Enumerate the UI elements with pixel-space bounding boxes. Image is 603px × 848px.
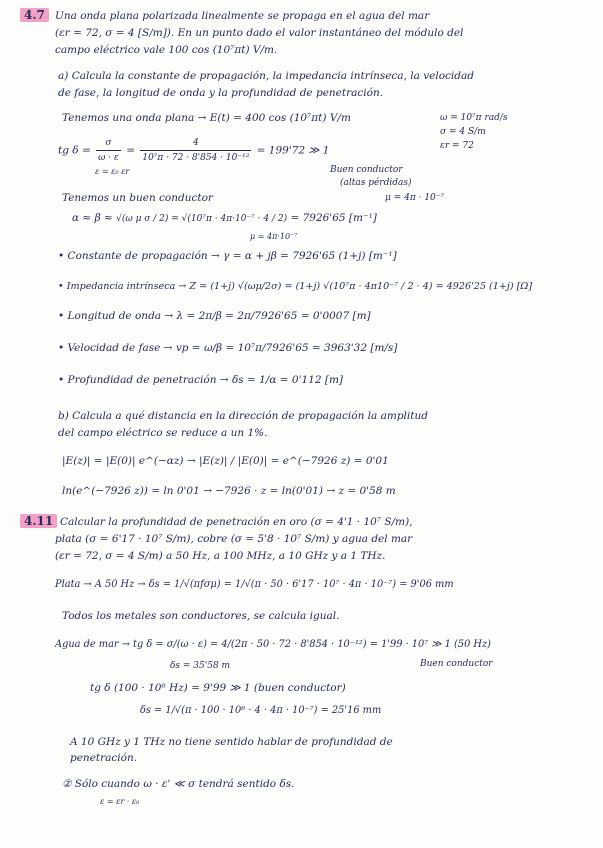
problem-4-11-line-3: (εr = 72, σ = 4 S/m) a 50 Hz, a 100 MHz, a 10 GHz y a 1 THz. (55, 550, 386, 562)
bullet-phase-velocity: • Velocidad de fase → vp = ω/β = 10⁷π/7926'65 = 3963'32 [m/s] (58, 342, 398, 354)
amplitude-equation: |E(z)| = |E(0)| e^(−αz) → |E(z)| / |E(0)| = e^(−7926 z) = 0'01 (62, 455, 389, 467)
epsilon-definition-note: ε = εr · ε₀ (100, 797, 140, 806)
tan-fraction-2: $\frac{4}{\text{10⁷π · 72 · 8'854 · 10⁻¹²}}$ (142, 138, 250, 163)
loss-tangent-formula: tg δ = $\frac{\sigma}{\omega \cdot \varepsilon}$ = $\frac{4}{\text{10⁷π · 72 · 8'854 · 10⁻¹²}}$ = 199'72 ≫ 1 (58, 138, 330, 163)
problem-4-11-tag: 4.11 (20, 514, 57, 528)
silver-calculation: Plata → A 50 Hz → δs = 1/√(πfσμ) = 1/√(π · 50 · 6'17 · 10⁷ · 4π · 10⁻⁷) = 9'06 mm (55, 579, 454, 590)
problem-4-11-line-2: plata (σ = 6'17 · 10⁷ S/m), cobre (σ = 5'8 · 10⁷ S/m) y agua del mar (55, 533, 413, 545)
tan-result: = 199'72 ≫ 1 (256, 144, 330, 157)
problem-4-7-tag: 4.7 (20, 8, 49, 22)
alpha-beta-formula: α ≈ β ≈ √(ω μ σ / 2) = √(10⁷π · 4π·10⁻⁷ · 4 / 2) = 7926'65 [m⁻¹] (72, 212, 377, 224)
bullet-impedance: • Impedancia intrínseca → Z = (1+j) √(ωμ/2σ) = (1+j) √(10⁷π · 4π10⁻⁷ / 2 · 4) = 4926'25 (1+j) [Ω] (58, 281, 533, 292)
seawater-depth-100mhz: δs = 1/√(π · 100 · 10⁶ · 4 · 4π · 10⁻⁷) = 25'16 mm (140, 705, 382, 716)
problem-4-11-line-1: Calcular la profundidad de penetración en oro (σ = 4'1 · 10⁷ S/m), (60, 516, 413, 528)
bullet-penetration-depth: • Profundidad de penetración → δs = 1/α = 0'112 [m] (58, 374, 344, 386)
seawater-depth-50hz: δs = 35'58 m (170, 661, 231, 671)
er-value: εr = 72 (440, 141, 474, 151)
intro-line-3: campo eléctrico vale 100 cos (10⁷πt) V/m. (55, 44, 278, 56)
question-a-line-2: de fase, la longitud de onda y la profundidad de penetración. (58, 87, 384, 99)
high-frequency-note-2: penetración. (70, 752, 138, 764)
epsilon-note: ε = ε₀ εr (95, 167, 130, 176)
seawater-loss-tangent: Agua de mar → tg δ = σ/(ω · ε) = 4/(2π · 50 · 72 · 8'854 · 10⁻¹²) = 1'99 · 10⁷ ≫ 1 (50 Hz) (55, 639, 491, 650)
metals-note: Todos los metales son conductores, se calcula igual. (62, 610, 340, 622)
distance-result: ln(e^(−7926 z)) = ln 0'01 → −7926 · z = ln(0'01) → z = 0'58 m (62, 485, 396, 497)
omega-value: ω = 10⁷π rad/s (440, 113, 508, 123)
wave-statement: Tenemos una onda plana → E(t) = 400 cos (10⁷πt) V/m (62, 112, 351, 124)
sigma-value: σ = 4 S/m (440, 127, 486, 137)
seawater-good-conductor-note: Buen conductor (420, 659, 493, 669)
bullet-propagation: • Constante de propagación → γ = α + jβ = 7926'65 (1+j) [m⁻¹] (58, 250, 397, 262)
high-frequency-note-1: A 10 GHz y 1 THz no tiene sentido hablar de profundidad de (70, 736, 393, 748)
mu-note: μ = 4π · 10⁻⁷ (385, 193, 445, 203)
question-a-line-1: a) Calcula la constante de propagación, la impedancia intrínseca, la velocidad (58, 70, 474, 82)
intro-line-2: (εr = 72, σ = 4 [S/m]). En un punto dado el valor instantáneo del módulo del (55, 27, 464, 39)
alpha-beta-mu-note: μ = 4π·10⁻⁷ (250, 232, 298, 241)
intro-line-1: Una onda plana polarizada linealmente se propaga en el agua del mar (55, 10, 430, 22)
seawater-loss-tangent-100mhz: tg δ (100 · 10⁶ Hz) = 9'99 ≫ 1 (buen conductor) (90, 682, 346, 694)
bullet-wavelength: • Longitud de onda → λ = 2π/β = 2π/7926'65 = 0'0007 [m] (58, 310, 371, 322)
high-losses-note: (altas pérdidas) (340, 178, 412, 188)
tan-lhs: tg δ = (58, 144, 91, 157)
question-b-line-1: b) Calcula a qué distancia en la dirección de propagación la amplitud (58, 410, 428, 422)
validity-note: ② Sólo cuando ω · ε' ≪ σ tendrá sentido δs. (62, 778, 295, 790)
question-b-line-2: del campo eléctrico se reduce a un 1%. (58, 427, 268, 439)
good-conductor-heading: Tenemos un buen conductor (62, 192, 213, 204)
tan-fraction-1: $\frac{\sigma}{\omega \cdot \varepsilon}$ (98, 138, 119, 163)
good-conductor-note: Buen conductor (330, 165, 403, 175)
